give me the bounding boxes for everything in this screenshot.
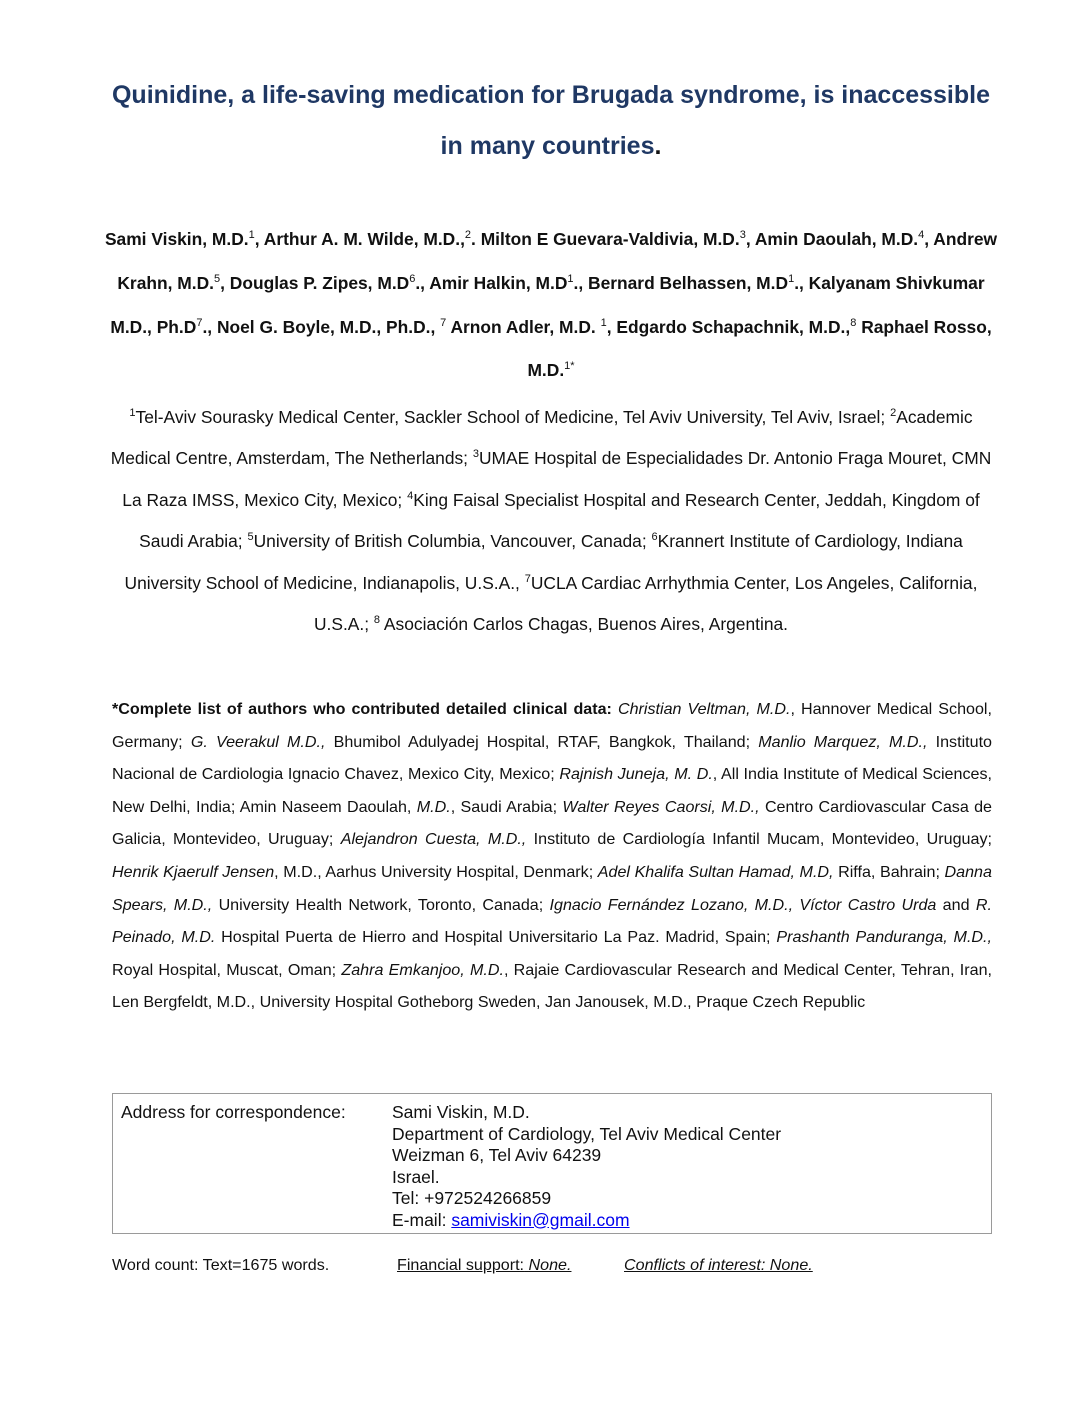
- contributor-affiliation: , M.D., Aarhus University Hospital, Denmark;: [274, 862, 594, 881]
- affiliation-text: University of British Columbia, Vancouver, Canada;: [253, 530, 647, 551]
- affiliation-text: UCLA Cardiac Arrhythmia Center, Los Angeles, California, U.S.A.;: [313, 572, 978, 634]
- correspondence-country: Israel.: [392, 1166, 440, 1187]
- author-affiliation-mark: 1: [567, 272, 574, 285]
- affiliation-mark: 2: [890, 407, 897, 419]
- affiliation-mark: 5: [247, 531, 254, 544]
- correspondence-label: Address for correspondence:: [121, 1102, 346, 1122]
- contributor-affiliation: Centro Cardiovascular Casa de Galicia, Montevideo, Uruguay;: [112, 797, 992, 849]
- affiliation-mark: 6: [651, 531, 658, 544]
- author-affiliation-mark: 1*: [564, 360, 575, 373]
- correspondence-email-row: [392, 1210, 781, 1232]
- author-name: , Edgardo Schapachnik, M.D.,: [606, 316, 851, 337]
- contributor-name: Manlio Marquez, M.D.,: [758, 732, 928, 751]
- contributor-affiliation: , Saudi Arabia;: [450, 797, 558, 816]
- author-name: , Amin Daoulah, M.D.: [745, 228, 919, 249]
- financial-support: [397, 1254, 571, 1276]
- author-affiliation-mark: 8: [850, 316, 857, 329]
- title-period: .: [654, 132, 662, 160]
- author-name: ., Kalyanam Shivkumar M.D., Ph.D: [110, 272, 985, 337]
- contributor-affiliation: Instituto de Cardiología Infantil Mucam, Montevideo, Uruguay;: [533, 830, 992, 849]
- author-list: [104, 215, 998, 390]
- author-affiliation-mark: 1: [600, 316, 607, 329]
- affiliation-text: Krannert Institute of Cardiology, Indiana University School of Medicine, Indianapolis, U.S.A.,: [124, 530, 963, 593]
- contributor-affiliation: University Health Network, Toronto, Canada;: [218, 895, 544, 914]
- correspondence-table: [112, 1093, 992, 1234]
- contributor-name: Walter Reyes Caorsi, M.D.,: [562, 797, 760, 816]
- correspondence-department: Department of Cardiology, Tel Aviv Medical Center: [392, 1123, 782, 1144]
- contributor-affiliation: , Hannover Medical School, Germany;: [112, 700, 992, 751]
- contributor-name: Adel Khalifa Sultan Hamad, M.D,: [597, 862, 834, 881]
- contributor-name: Danna Spears, M.D.,: [112, 862, 992, 914]
- correspondence-phone: Tel: +972524266859: [392, 1188, 552, 1208]
- author-affiliation-mark: 1: [788, 272, 795, 285]
- contributors-heading: *Complete list of authors who contributed detailed clinical data:: [112, 700, 612, 718]
- affiliation-mark: 7: [524, 572, 531, 585]
- contributor-name: M.D.: [416, 797, 451, 816]
- correspondence-address: [392, 1102, 781, 1231]
- correspondence-street: Weizman 6, Tel Aviv 64239: [392, 1145, 602, 1165]
- email-label: E-mail:: [392, 1209, 447, 1230]
- author-affiliation-mark: 7: [440, 316, 447, 329]
- contributor-affiliation: Instituto Nacional de Cardiologia Ignacio Chavez, Mexico City, Mexico;: [112, 732, 992, 784]
- contributor-name: Christian Veltman, M.D.: [617, 700, 791, 718]
- affiliation-text: Academic Medical Centre, Amsterdam, The Netherlands;: [110, 406, 973, 469]
- contributors-paragraph: [112, 693, 992, 1019]
- affiliation-text: Asociación Carlos Chagas, Buenos Aires, Argentina.: [383, 613, 788, 634]
- contributor-name: G. Veerakul M.D.,: [190, 732, 326, 751]
- author-name: , Andrew Krahn, M.D.: [117, 228, 998, 293]
- author-name: , Douglas P. Zipes, M.D: [220, 272, 410, 293]
- author-affiliation-mark: 7: [196, 316, 203, 329]
- paper-title: [100, 70, 1002, 172]
- author-affiliation-mark: 3: [739, 229, 746, 241]
- contributor-name: Henrik Kjaerulf Jensen: [112, 862, 275, 881]
- contributor-affiliation: Riffa, Bahrain;: [838, 862, 940, 881]
- footer-line: [112, 1254, 992, 1276]
- author-affiliation-mark: 6: [409, 272, 416, 285]
- contributor-affiliation: Bhumibol Adulyadej Hospital, RTAF, Bangkok, Thailand;: [333, 732, 751, 751]
- author-name: Sami Viskin, M.D.: [104, 228, 249, 249]
- affiliation-mark: 8: [373, 613, 381, 626]
- email-link[interactable]: samiviskin@gmail.com: [451, 1209, 630, 1230]
- contributor-name: Zahra Emkanjoo, M.D.: [341, 960, 504, 979]
- financial-support-label: Financial support:: [397, 1256, 525, 1274]
- title-text: Quinidine, a life-saving medication for Brugada syndrome, is inaccessible in many countries: [111, 81, 990, 160]
- author-name: , Arthur A. M. Wilde, M.D.,: [254, 228, 465, 249]
- contributor-affiliation: , All India Institute of Medical Sciences, New Delhi, India; Amin Naseem Daoulah,: [112, 765, 992, 816]
- affiliation-list: [104, 395, 998, 643]
- author-name: Arnon Adler, M.D.: [450, 316, 596, 337]
- financial-support-value: None.: [528, 1256, 572, 1274]
- author-affiliation-mark: 1: [248, 229, 255, 241]
- contributor-affiliation: Royal Hospital, Muscat, Oman;: [112, 960, 337, 979]
- contributor-affiliation: Hospital Puerta de Hierro and Hospital Universitario La Paz. Madrid, Spain;: [221, 928, 771, 947]
- correspondence-name: Sami Viskin, M.D.: [392, 1102, 530, 1122]
- affiliation-mark: 4: [407, 489, 414, 502]
- author-affiliation-mark: 4: [918, 229, 925, 241]
- affiliation-text: King Faisal Specialist Hospital and Research Center, Jeddah, Kingdom of Saudi Arabia;: [139, 489, 980, 551]
- contributor-affiliation: , Rajaie Cardiovascular Research and Medical Center, Tehran, Iran, Len Bergfeldt, M.D., University Hospital Gotheborg Sweden, Jan Janousek, M.D., Praque Czech Republic: [112, 960, 992, 1012]
- author-name: ., Amir Halkin, M.D: [415, 272, 568, 293]
- word-count: Word count: Text=1675 words.: [112, 1256, 330, 1274]
- author-name: ., Noel G. Boyle, M.D., Ph.D.,: [202, 316, 436, 337]
- contributor-name: Prashanth Panduranga, M.D.,: [776, 928, 992, 947]
- affiliation-text: Tel-Aviv Sourasky Medical Center, Sackler School of Medicine, Tel Aviv University, Tel Aviv, Israel;: [135, 406, 886, 427]
- affiliation-mark: 1: [129, 407, 136, 419]
- contributor-name: Ignacio Fernández Lozano, M.D., Víctor Castro Urda: [549, 895, 937, 914]
- affiliation-mark: 3: [472, 448, 479, 461]
- author-affiliation-mark: 5: [214, 272, 221, 285]
- author-name: ., Bernard Belhassen, M.D: [573, 272, 789, 293]
- contributor-name: R. Peinado, M.D.: [112, 895, 992, 947]
- affiliation-text: UMAE Hospital de Especialidades Dr. Antonio Fraga Mouret, CMN La Raza IMSS, Mexico City, Mexico;: [122, 448, 992, 510]
- author-name: . Milton E Guevara-Valdivia, M.D.: [471, 228, 740, 249]
- author-affiliation-mark: 2: [464, 229, 472, 241]
- contributor-connector: and: [942, 895, 970, 914]
- contributor-name: Alejandron Cuesta, M.D.,: [340, 830, 527, 849]
- contributor-name: Rajnish Juneja, M. D.: [559, 765, 713, 784]
- conflicts-of-interest: Conflicts of interest: None.: [624, 1256, 813, 1274]
- author-name: Raphael Rosso, M.D.: [527, 316, 992, 381]
